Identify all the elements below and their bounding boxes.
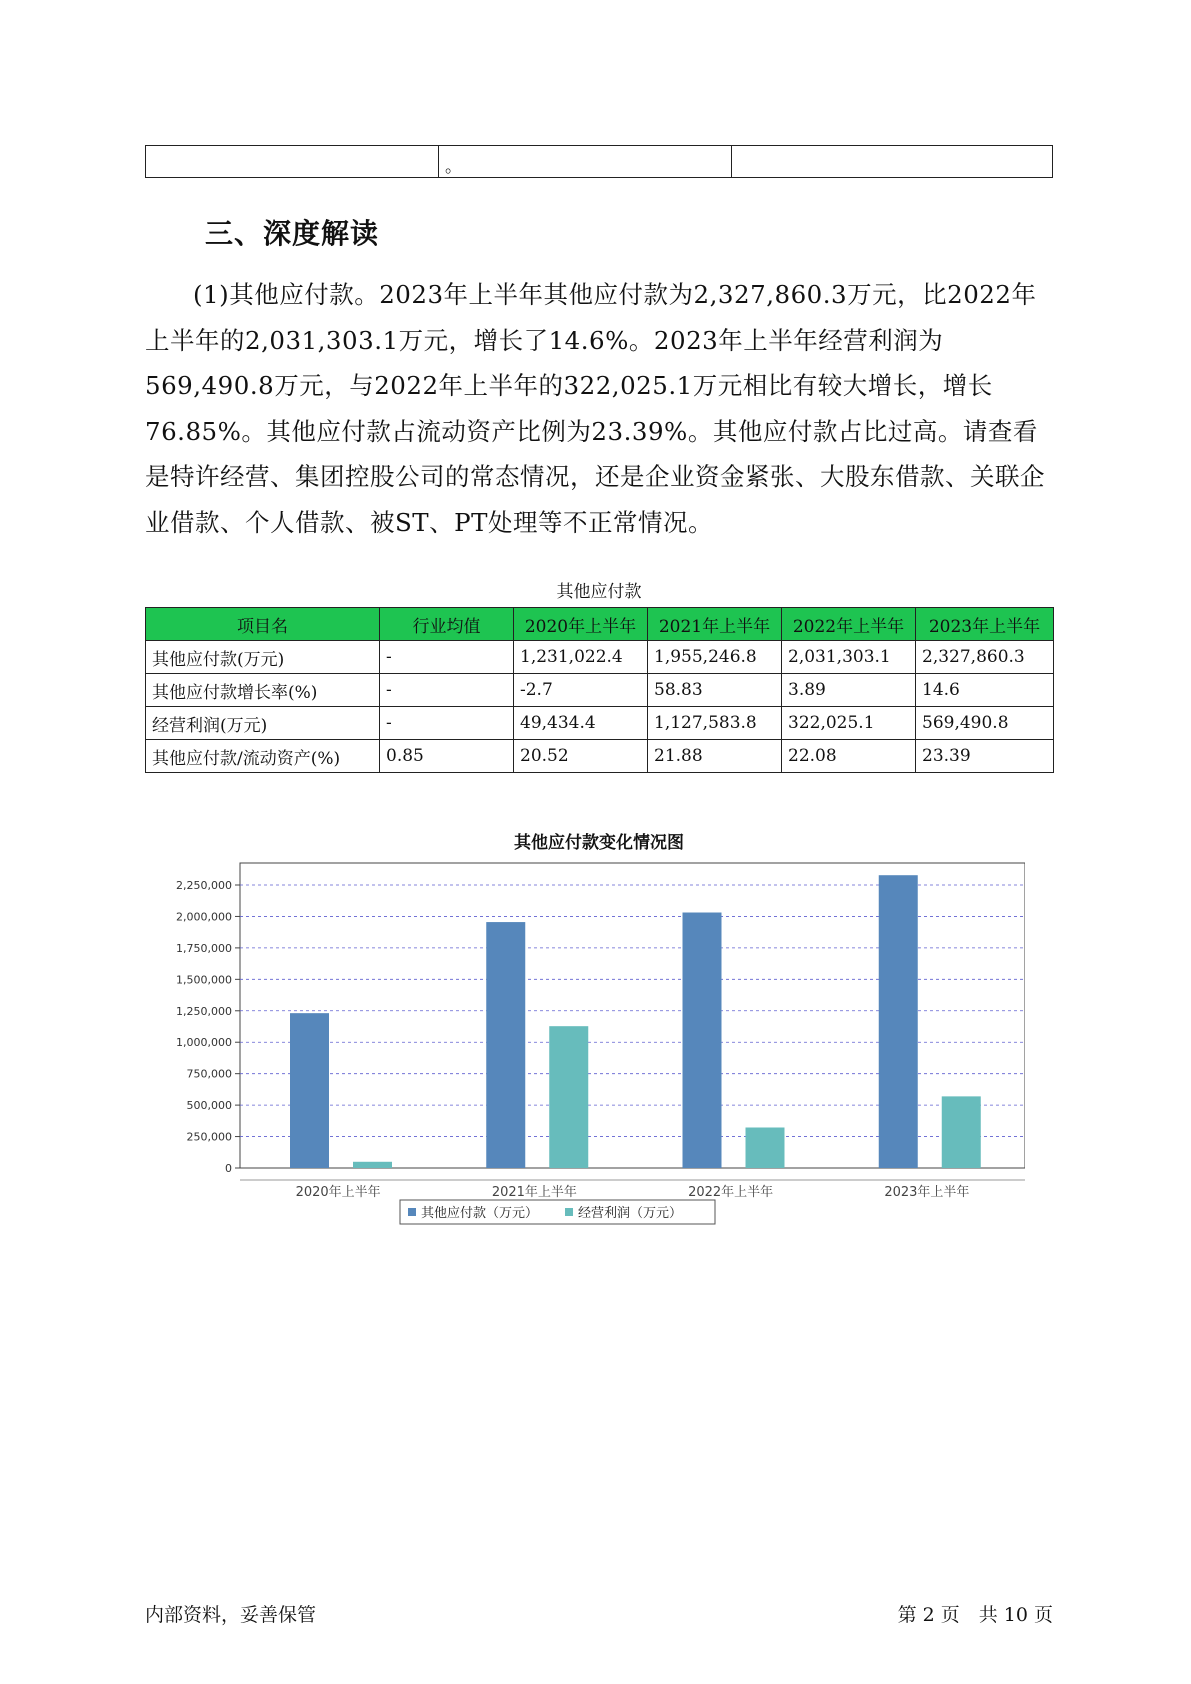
x-tick-label: 2020年上半年 bbox=[295, 1185, 381, 1200]
y-tick-label: 750,000 bbox=[186, 1067, 232, 1081]
y-tick-label: 2,250,000 bbox=[176, 879, 232, 892]
bar-chart bbox=[145, 855, 1025, 1295]
table-cell: 569,490.8 bbox=[916, 707, 1054, 740]
table-cell: 0.85 bbox=[380, 740, 514, 773]
bar bbox=[942, 1096, 981, 1168]
header-cell: 2022年上半年 bbox=[782, 608, 916, 641]
row-label: 其他应付款(万元) bbox=[146, 641, 380, 674]
table-cell: - bbox=[380, 707, 514, 740]
section-title: 三、深度解读 bbox=[205, 217, 380, 250]
table-cell: 2,327,860.3 bbox=[916, 641, 1054, 674]
header-cell: 2021年上半年 bbox=[648, 608, 782, 641]
header-cell: 项目名 bbox=[146, 608, 380, 641]
table-cell: 20.52 bbox=[514, 740, 648, 773]
bar bbox=[746, 1127, 785, 1168]
bar bbox=[683, 913, 722, 1168]
table-row bbox=[146, 146, 1053, 178]
footer-page-number: 第 2 页 共 10 页 bbox=[897, 1604, 1053, 1626]
y-tick-label: 0 bbox=[225, 1162, 232, 1175]
legend-swatch bbox=[565, 1208, 573, 1216]
bar bbox=[290, 1013, 329, 1168]
table-cell bbox=[146, 146, 439, 178]
table-cell: - bbox=[380, 674, 514, 707]
table-cell: 58.83 bbox=[648, 674, 782, 707]
analysis-paragraph: (1)其他应付款。2023年上半年其他应付款为2,327,860.3万元，比2022年上半年的2,031,303.1万元，增长了14.6%。2023年上半年经营利润为569,490.8万元，与2022年上半年的322,025.1万元相比有较大增长，增长76.85%。其他应付款占流动资产比例为23.39%。其他应付款占比过高。请查看是特许经营、集团控股公司的常态情况，还是企业资金紧张、大股东借款、关联企业借款、个人借款、被ST、PT处理等不正常情况。 bbox=[145, 280, 1045, 537]
table-cell: 1,955,246.8 bbox=[648, 641, 782, 674]
table-header-row bbox=[146, 608, 1054, 641]
bar bbox=[549, 1026, 588, 1168]
row-label: 其他应付款/流动资产(%) bbox=[146, 740, 380, 773]
data-table bbox=[145, 607, 1054, 773]
table-row bbox=[146, 674, 1054, 707]
table-cell: 3.89 bbox=[782, 674, 916, 707]
table-cell bbox=[732, 146, 1053, 178]
table-caption: 其他应付款 bbox=[556, 582, 642, 602]
top-table-fragment bbox=[145, 145, 1053, 178]
x-tick-label: 2021年上半年 bbox=[491, 1185, 577, 1200]
table-cell: 322,025.1 bbox=[782, 707, 916, 740]
legend-label: 其他应付款（万元） bbox=[421, 1206, 539, 1221]
bar bbox=[353, 1162, 392, 1168]
y-tick-label: 250,000 bbox=[186, 1130, 232, 1144]
y-tick-label: 1,250,000 bbox=[176, 1004, 232, 1018]
legend-swatch bbox=[408, 1208, 416, 1216]
y-tick-label: 500,000 bbox=[186, 1099, 232, 1113]
legend-label: 经营利润（万元） bbox=[578, 1206, 683, 1221]
bar bbox=[486, 922, 525, 1168]
table-cell: 14.6 bbox=[916, 674, 1054, 707]
table-cell: 22.08 bbox=[782, 740, 916, 773]
table-row bbox=[146, 641, 1054, 674]
y-tick-label: 1,000,000 bbox=[176, 1036, 232, 1050]
chart-title: 其他应付款变化情况图 bbox=[514, 833, 684, 853]
y-tick-label: 1,750,000 bbox=[176, 941, 232, 955]
table-cell: 23.39 bbox=[916, 740, 1054, 773]
table-cell: 。 bbox=[439, 146, 732, 178]
header-cell: 2023年上半年 bbox=[916, 608, 1054, 641]
header-cell: 行业均值 bbox=[380, 608, 514, 641]
table-cell: 2,031,303.1 bbox=[782, 641, 916, 674]
table-row bbox=[146, 740, 1054, 773]
table-cell: -2.7 bbox=[514, 674, 648, 707]
x-tick-label: 2023年上半年 bbox=[884, 1185, 970, 1200]
table-cell: - bbox=[380, 641, 514, 674]
bar bbox=[879, 875, 918, 1168]
footer-confidential: 内部资料，妥善保管 bbox=[145, 1604, 317, 1626]
table-row bbox=[146, 707, 1054, 740]
header-cell: 2020年上半年 bbox=[514, 608, 648, 641]
table-cell: 49,434.4 bbox=[514, 707, 648, 740]
table-cell: 21.88 bbox=[648, 740, 782, 773]
row-label: 其他应付款增长率(%) bbox=[146, 674, 380, 707]
table-cell: 1,231,022.4 bbox=[514, 641, 648, 674]
table-cell: 1,127,583.8 bbox=[648, 707, 782, 740]
x-tick-label: 2022年上半年 bbox=[688, 1185, 774, 1200]
row-label: 经营利润(万元) bbox=[146, 707, 380, 740]
y-tick-label: 1,500,000 bbox=[176, 973, 232, 987]
y-tick-label: 2,000,000 bbox=[176, 910, 232, 924]
